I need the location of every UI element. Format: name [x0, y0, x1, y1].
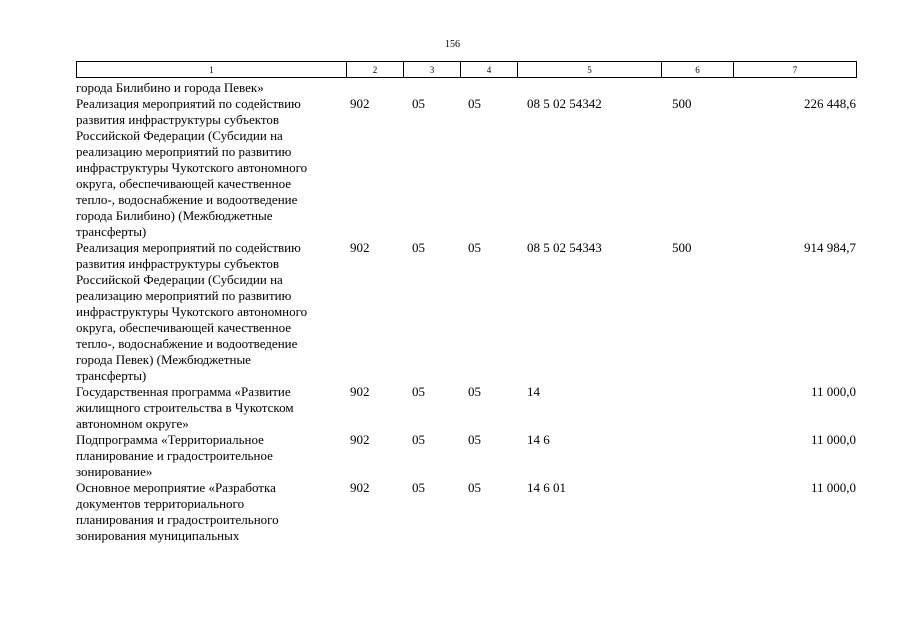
- description-line: трансферты): [76, 368, 147, 383]
- description-line: Основное мероприятие «Разработка: [76, 480, 276, 495]
- col-4-subsection: 05: [468, 480, 481, 495]
- description-line: автономном округе»: [76, 416, 189, 431]
- description-line: Реализация мероприятий по содействию: [76, 240, 301, 255]
- page-number: 156: [445, 39, 460, 50]
- description-line: округа, обеспечивающей качественное: [76, 320, 292, 335]
- header-col-7: 7: [734, 62, 857, 78]
- col-5-target-article: 14 6: [527, 432, 550, 447]
- col-2-code: 902: [350, 96, 370, 111]
- row-description: [76, 480, 350, 544]
- description-line: города Билибино) (Межбюджетные: [76, 208, 273, 223]
- col-2-code: 902: [350, 432, 370, 447]
- description-line: Российской Федерации (Субсидии на: [76, 272, 283, 287]
- description-line: города Певек) (Межбюджетные: [76, 352, 251, 367]
- budget-table-body: [76, 80, 856, 544]
- description-line: инфраструктуры Чукотского автономного: [76, 160, 308, 175]
- description-line: инфраструктуры Чукотского автономного: [76, 304, 308, 319]
- row-description: [76, 432, 350, 480]
- description-line: реализацию мероприятий по развитию: [76, 288, 292, 303]
- header-col-3: 3: [404, 62, 461, 78]
- description-line: округа, обеспечивающей качественное: [76, 176, 292, 191]
- description-line: зонирование»: [76, 464, 153, 479]
- col-7-amount: 914 984,7: [804, 240, 856, 255]
- description-line: зонирования муниципальных: [76, 528, 240, 543]
- col-4-subsection: 05: [468, 240, 481, 255]
- continuation-row: [76, 80, 856, 96]
- table-row: [76, 384, 856, 432]
- description-line: тепло-, водоснабжение и водоотведение: [76, 336, 298, 351]
- continuation-text: города Билибино и города Певек»: [76, 80, 264, 95]
- description-line: развития инфраструктуры субъектов: [76, 112, 280, 127]
- description-line: планирования и градостроительного: [76, 512, 279, 527]
- table-row: [76, 480, 856, 544]
- col-6-expense-type: 500: [672, 240, 692, 255]
- col-4-subsection: 05: [468, 96, 481, 111]
- col-5-target-article: 08 5 02 54343: [527, 240, 602, 255]
- col-2-code: 902: [350, 240, 370, 255]
- row-description: [76, 96, 350, 240]
- column-number-header: [76, 61, 857, 78]
- header-col-1: 1: [77, 62, 347, 78]
- header-col-6: 6: [662, 62, 734, 78]
- description-line: развития инфраструктуры субъектов: [76, 256, 280, 271]
- col-3-section: 05: [412, 96, 425, 111]
- col-3-section: 05: [412, 384, 425, 399]
- description-line: планирование и градостроительное: [76, 448, 273, 463]
- col-7-amount: 11 000,0: [810, 480, 856, 495]
- rows-container: [76, 96, 856, 544]
- col-6-expense-type: 500: [672, 96, 692, 111]
- col-4-subsection: 05: [468, 384, 481, 399]
- col-6-expense-type: [672, 480, 744, 544]
- description-line: Российской Федерации (Субсидии на: [76, 128, 283, 143]
- description-line: Подпрограмма «Территориальное: [76, 432, 264, 447]
- description-line: Государственная программа «Развитие: [76, 384, 291, 399]
- table-row: [76, 96, 856, 240]
- col-3-section: 05: [412, 480, 425, 495]
- table-row: [76, 240, 856, 384]
- col-7-amount: 11 000,0: [810, 432, 856, 447]
- col-5-target-article: 14: [527, 384, 540, 399]
- table-row: [76, 432, 856, 480]
- col-6-expense-type: [672, 384, 744, 432]
- description-line: жилищного строительства в Чукотском: [76, 400, 294, 415]
- row-description: [76, 384, 350, 432]
- header-col-2: 2: [347, 62, 404, 78]
- col-4-subsection: 05: [468, 432, 481, 447]
- col-7-amount: 11 000,0: [810, 384, 856, 399]
- col-3-section: 05: [412, 240, 425, 255]
- col-2-code: 902: [350, 480, 370, 495]
- col-6-expense-type: [672, 432, 744, 480]
- description-line: трансферты): [76, 224, 147, 239]
- col-3-section: 05: [412, 432, 425, 447]
- header-row: [77, 62, 857, 78]
- header-col-4: 4: [461, 62, 518, 78]
- description-line: Реализация мероприятий по содействию: [76, 96, 301, 111]
- col-5-target-article: 08 5 02 54342: [527, 96, 602, 111]
- description-line: тепло-, водоснабжение и водоотведение: [76, 192, 298, 207]
- description-line: документов территориального: [76, 496, 245, 511]
- header-col-5: 5: [518, 62, 662, 78]
- col-5-target-article: 14 6 01: [527, 480, 566, 495]
- col-7-amount: 226 448,6: [804, 96, 856, 111]
- row-description: [76, 240, 350, 384]
- col-2-code: 902: [350, 384, 370, 399]
- description-line: реализацию мероприятий по развитию: [76, 144, 292, 159]
